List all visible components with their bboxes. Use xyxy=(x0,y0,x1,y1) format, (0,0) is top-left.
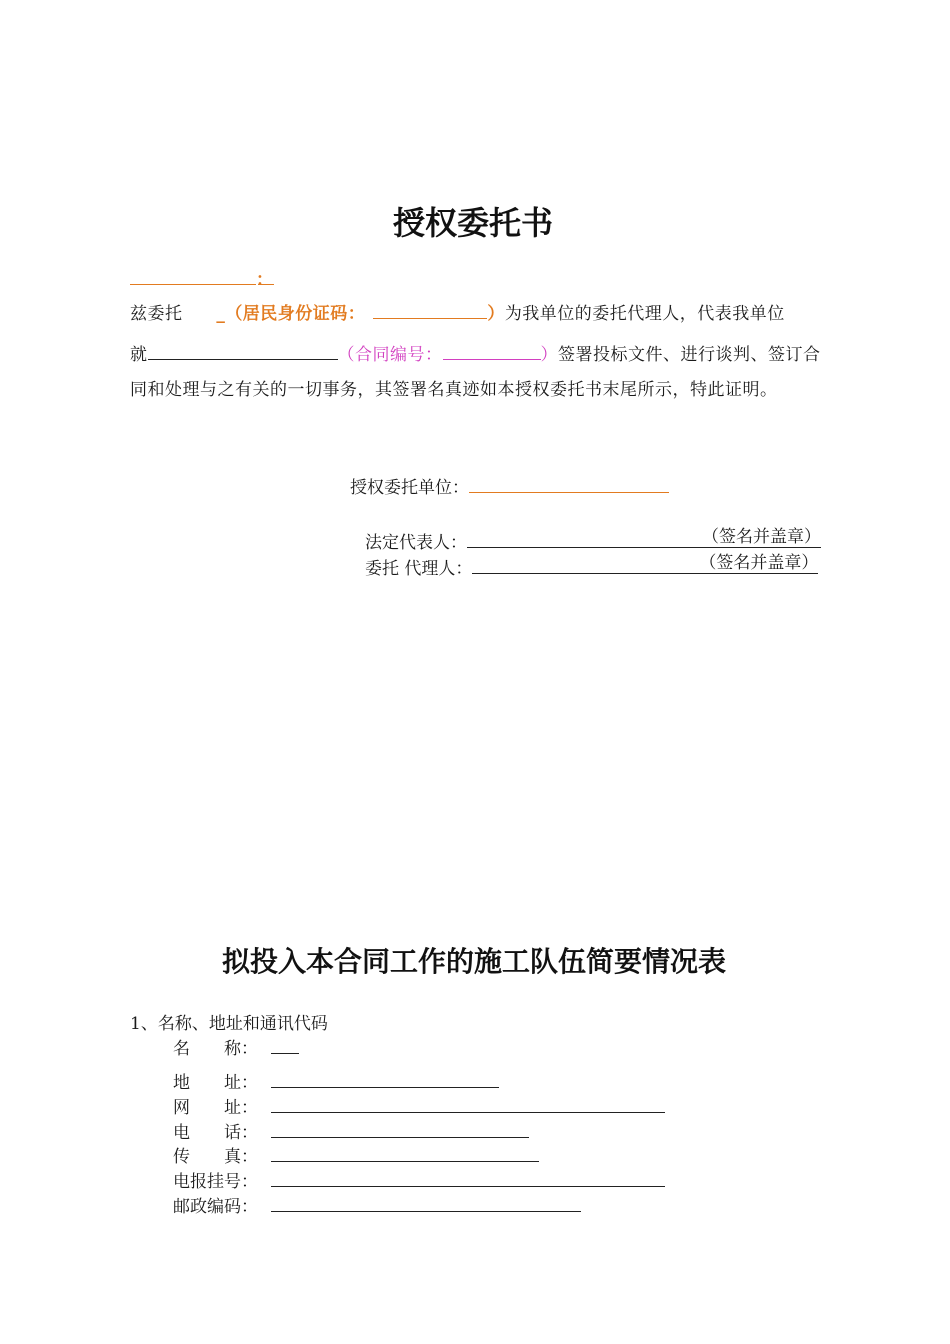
field-website-row xyxy=(173,1093,665,1118)
paragraph-line-3: 同和处理与之有关的一切事务，其签署名真迹如本授权委托书末尾所示，特此证明。 xyxy=(130,380,778,400)
authorizing-unit-blank[interactable] xyxy=(469,475,669,493)
regarding-prefix: 就 xyxy=(130,345,148,365)
field-website-blank[interactable] xyxy=(271,1095,665,1113)
section-1-heading: 1、名称、地址和通讯代码 xyxy=(130,1014,328,1034)
contract-number-blank[interactable] xyxy=(443,342,541,360)
field-fax-row xyxy=(173,1142,539,1167)
paragraph-line-1 xyxy=(130,299,785,324)
agent-row xyxy=(365,548,818,579)
field-telegraph-label: 电报挂号： xyxy=(173,1172,258,1192)
agent-sign-note: （签名并盖章） xyxy=(699,553,819,573)
field-fax-blank[interactable] xyxy=(271,1144,539,1162)
field-website-label: 网 址： xyxy=(173,1098,258,1118)
field-postal-code-row xyxy=(173,1192,581,1217)
addressee-line xyxy=(130,265,274,290)
field-postal-code-label: 邮政编码： xyxy=(173,1197,258,1217)
team-title: 拟投入本合同工作的施工队伍简要情况表 xyxy=(222,945,727,978)
legal-representative-sign-note: （签名并盖章） xyxy=(702,527,821,547)
contract-number-close: ） xyxy=(540,345,558,365)
agent-signature-line[interactable] xyxy=(472,548,818,574)
field-address-row xyxy=(173,1068,499,1093)
field-phone-row xyxy=(173,1118,529,1143)
field-fax-label: 传 真： xyxy=(173,1147,258,1167)
legal-representative-signature-line[interactable] xyxy=(467,522,821,548)
field-name-row xyxy=(173,1034,299,1059)
project-name-blank[interactable] xyxy=(148,342,338,360)
agent-label: 委托 代理人： xyxy=(365,559,473,579)
field-postal-code-blank[interactable] xyxy=(271,1194,581,1212)
authorizing-unit-row xyxy=(350,473,669,498)
field-name-blank[interactable] xyxy=(271,1036,299,1054)
field-phone-blank[interactable] xyxy=(271,1120,529,1138)
field-address-label: 地 址： xyxy=(173,1073,258,1093)
field-telegraph-row xyxy=(173,1167,665,1192)
id-number-close: ） xyxy=(487,304,505,324)
entrust-prefix: 兹委托 xyxy=(130,304,183,324)
authorizing-unit-label: 授权委托单位： xyxy=(350,478,469,498)
field-phone-label: 电 话： xyxy=(173,1123,258,1143)
authorization-title: 授权委托书 xyxy=(393,204,554,242)
id-number-blank[interactable] xyxy=(373,301,487,319)
field-telegraph-blank[interactable] xyxy=(271,1169,665,1187)
regarding-suffix: 签署投标文件、进行谈判、签订合 xyxy=(558,345,821,365)
legal-representative-label: 法定代表人： xyxy=(365,533,467,553)
paragraph-line-2 xyxy=(130,340,821,365)
field-name-label: 名 称： xyxy=(173,1039,258,1059)
entrust-suffix: 为我单位的委托代理人，代表我单位 xyxy=(504,304,785,324)
field-address-blank[interactable] xyxy=(271,1070,499,1088)
agent-name-blank[interactable]: _ xyxy=(216,304,226,324)
addressee-colon: ： xyxy=(256,270,274,290)
addressee-blank[interactable] xyxy=(130,267,256,285)
contract-number-label: （合同编号： xyxy=(337,345,443,365)
id-number-label: （居民身份证码： xyxy=(225,304,366,324)
